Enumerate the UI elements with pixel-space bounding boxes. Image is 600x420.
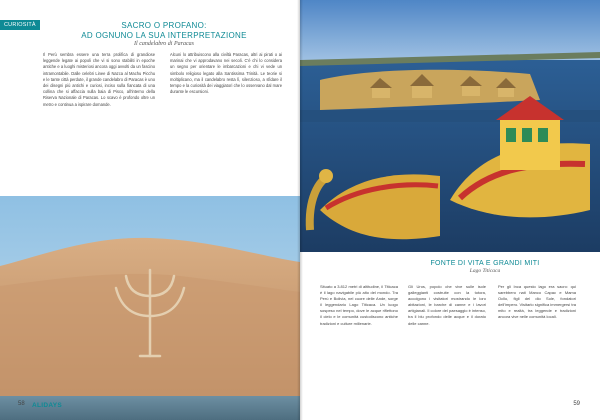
section-heading-block <box>390 260 580 274</box>
right-page <box>300 0 600 420</box>
paracas-candelabra-photo <box>0 196 300 420</box>
section-heading: FONTE DI VITA E GRANDI MITI <box>430 260 540 267</box>
article-title-block <box>44 21 284 47</box>
brand-logo <box>32 402 62 409</box>
section-tag: CURIOSITÀ <box>0 20 40 30</box>
right-text-column-1 <box>320 284 398 327</box>
right-text-column-1-body: Situato a 3.812 metri di altitudine, il Titicaca è il lago navigabile più alto del mondo. Tra Perù e Bolivia, nel cuore delle Ande, sorge il leggendario Lago Titicaca. Un luogo sospeso nel tempo, dove le acque riflettono il cielo e le comunità custodiscono antiche tradizioni e culture millenarie. <box>320 284 398 326</box>
section-subheading: Lago Titicaca <box>469 268 501 274</box>
text-column-1-body: Il Perù sembra essere una terra prolifica di grandiose leggende legate ai popoli che vi si sono stabiliti in epoche antiche e a luoghi misteriosi ancora oggi avvolti da un fascino intramontabile. Dalle celebri Linee di Nazca al Machu Picchu e le tante città perdute, il grande candelabro di Paracas è uno dei disegni più antichi e curiosi, inciso sulla fiancata di una collina che si affaccia sulla baia di Pisco, all'interno della Riserva Nazionale di Paracas. Lo scavo è profondo oltre un metro e continua a ispirare domande. <box>43 52 155 107</box>
right-text-column-3 <box>498 284 576 321</box>
lake-titicaca-reed-boats-photo <box>300 0 600 252</box>
text-column-2 <box>170 52 282 95</box>
text-column-2-body: Alcuni lo attribuiscono alla civiltà Paracas, altri ai pirati o ai marinai che vi approdavano nei secoli. C'è chi lo considera un segno per orientare le imbarcazioni e chi vi vede un simbolo religioso legato alla Santissima Trinità. Le teorie si moltiplicano, ma il candelabro resta lì, silenzioso, a sfidare il tempo e la curiosità dei viaggiatori che lo osservano dal mare durante le escursioni. <box>170 52 282 95</box>
right-text-column-3-body: Per gli Inca questo lago era sacro: qui sarebbero nati Manco Capac e Mama Ocllo, figli del dio Sole, fondatori dell'impero. Visitarlo significa immergersi tra mito e realtà, tra leggende e tradizioni ancora vive nelle comunità locali. <box>498 284 576 320</box>
page-number-right: 59 <box>573 401 580 407</box>
article-subtitle: Il candelabro di Paracas <box>134 41 194 47</box>
article-title-line1: SACRO O PROFANO: <box>121 21 207 30</box>
brand-logo-text: ALIDAYS <box>32 402 63 409</box>
article-title-line2: AD OGNUNO LA SUA INTERPRETAZIONE <box>81 30 247 40</box>
text-column-1 <box>43 52 155 108</box>
right-text-column-2-body: Gli Uros, popolo che vive sulle isole galleggianti costruite con la totora, accolgono i visitatori mostrando le loro abitazioni, le barche di canne e i lavori artigianali. Il colore del paesaggio è intenso, tra il blu profondo delle acque e il dorato delle canne. <box>408 284 486 326</box>
page-number-left: 58 <box>18 401 25 407</box>
right-text-column-2 <box>408 284 486 327</box>
